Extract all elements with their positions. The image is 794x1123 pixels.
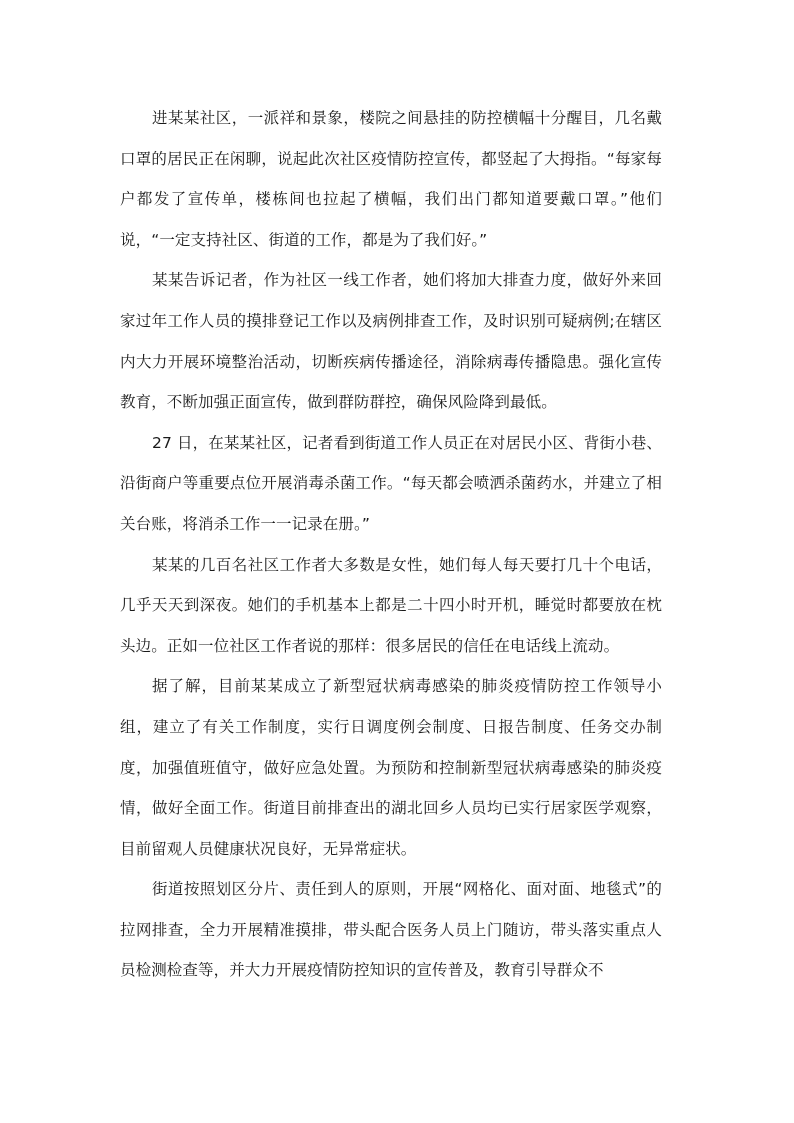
paragraph-investigation-work: 某某告诉记者，作为社区一线工作者，她们将加大排查力度，做好外来回家过年工作人员的摸排登记工作以及病例排查工作，及时识别可疑病例;在辖区内大力开展环境整治活动，切断疾病传播途径，消除病毒传播隐患。强化宣传教育，不断加强正面宣传，做到群防群控，确保风险降到最低。 xyxy=(120,271,662,412)
paragraph-community-workers: 某某的几百名社区工作者大多数是女性，她们每人每天要打几十个电话，几乎天天到深夜。她们的手机基本上都是二十四小时开机，睡觉时都要放在枕头边。正如一位社区工作者说的那样：很多居民的信任在电话线上流动。 xyxy=(120,555,662,655)
document-body xyxy=(120,98,662,991)
paragraph-community-scene: 进某某社区，一派祥和景象，楼院之间悬挂的防控横幅十分醒目，几名戴口罩的居民正在闲聊，说起此次社区疫情防控宣传，都竖起了大拇指。“每家每户都发了宣传单，楼栋间也拉起了横幅，我们出门都知道要戴口罩。”他们说，“一定支持社区、街道的工作，都是为了我们好。” xyxy=(120,109,662,249)
paragraph-leadership-group: 据了解，目前某某成立了新型冠状病毒感染的肺炎疫情防控工作领导小组，建立了有关工作制度，实行日调度例会制度、日报告制度、任务交办制度，加强值班值守，做好应急处置。为预防和控制新型冠状病毒感染的肺炎疫情，做好全面工作。街道目前排查出的湖北回乡人员均已实行居家医学观察，目前留观人员健康状况良好，无异常症状。 xyxy=(120,677,662,858)
paragraph-grid-screening: 街道按照划区分片、责任到人的原则，开展“网格化、面对面、地毯式”的拉网排查，全力开展精准摸排，带头配合医务人员上门随访，带头落实重点人员检测检查等，并大力开展疫情防控知识的宣传普及，教育引导群众不 xyxy=(120,880,662,980)
paragraph-disinfection: 27 日，在某某社区，记者看到街道工作人员正在对居民小区、背街小巷、沿街商户等重要点位开展消毒杀菌工作。“每天都会喷洒杀菌药水，并建立了相关台账，将消杀工作一一记录在册。” xyxy=(120,433,662,533)
